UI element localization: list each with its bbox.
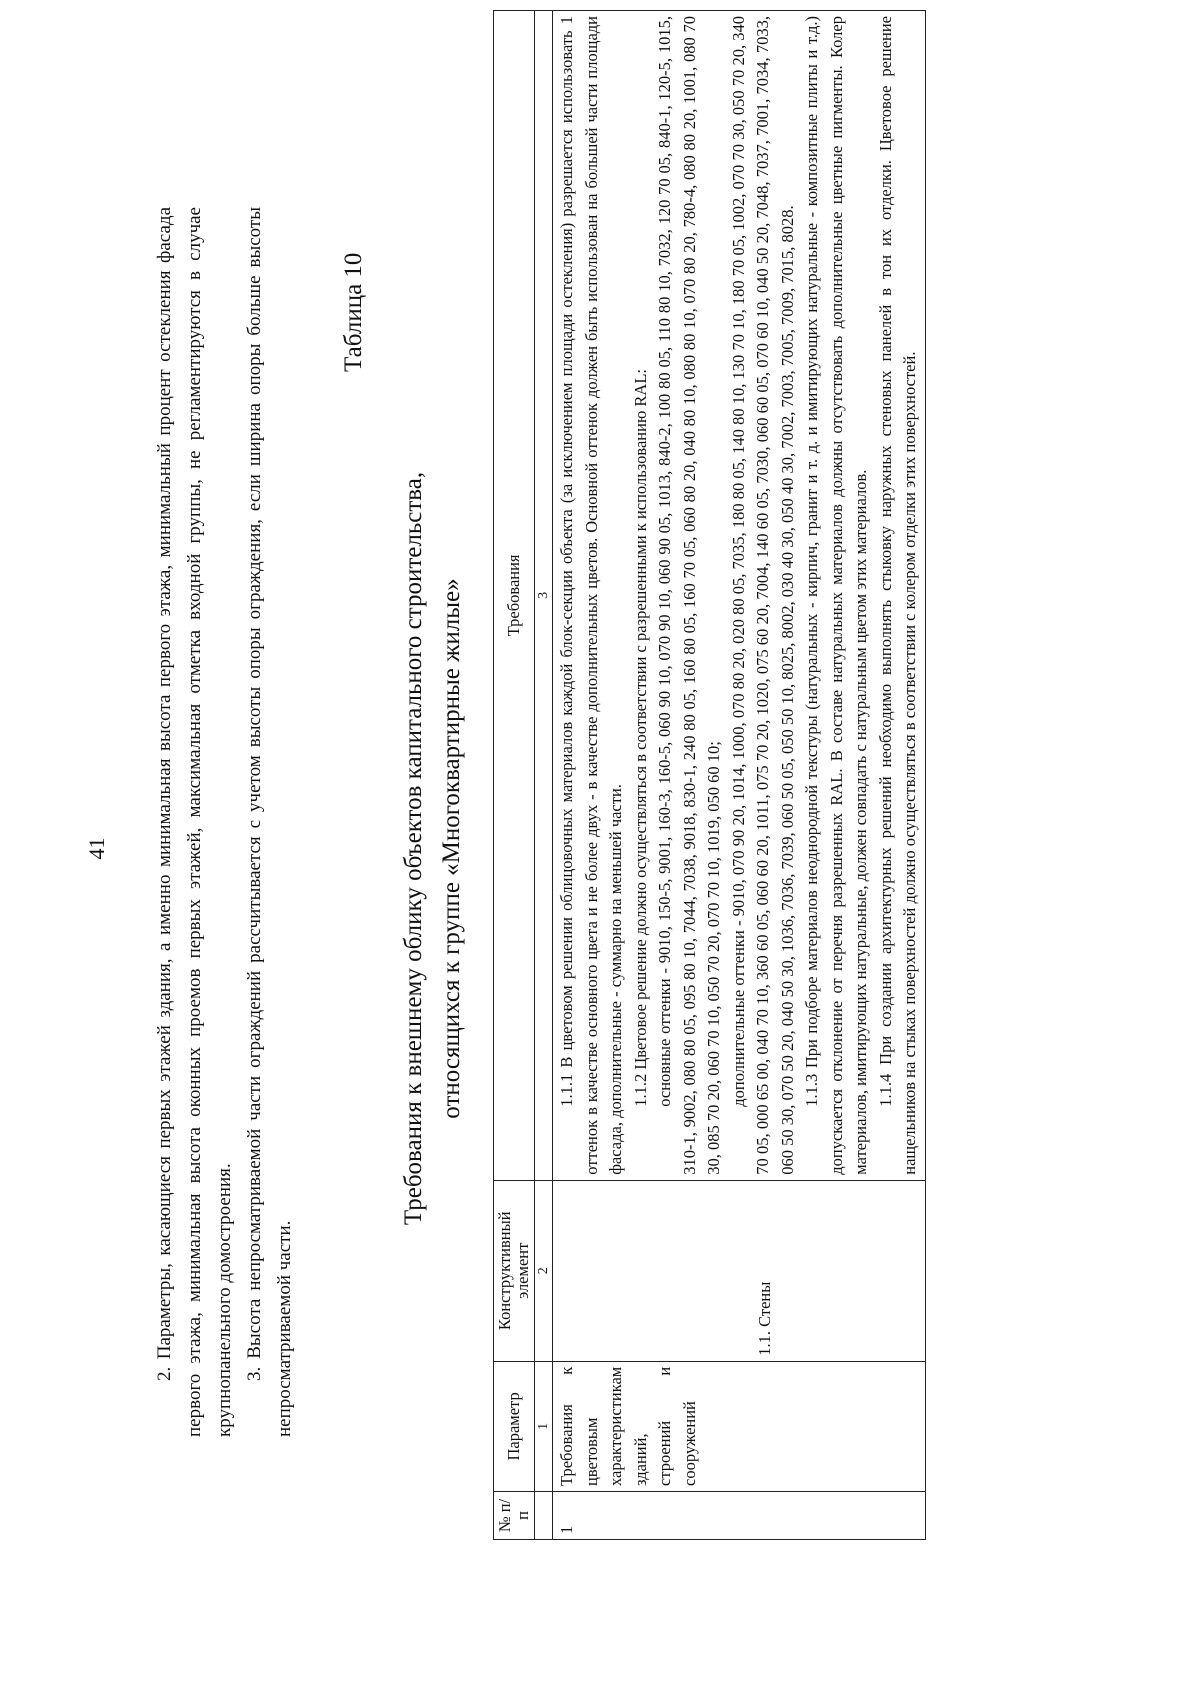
requirements-table: [493, 10, 926, 1540]
column-number-empty: [535, 1492, 553, 1540]
header-element: Конструктивный элемент: [494, 1180, 535, 1361]
table-heading-line: относящихся к группе «Многоквартирные жилые»: [438, 578, 465, 1119]
row-element: 1.1. Стены: [553, 1180, 926, 1361]
row-parameter: Требования к цветовым характеристикам зданий, строений и сооружений: [553, 1361, 926, 1491]
requirement-paragraph: 1.1.4 При создании архитектурных решений необходимо выполнять стыковку наружных стеновых панелей в тон их отделки. Цветовое решение нащельников на стыках поверхностей должно осуществляться в соответствии с колером отделки этих поверхностей.: [875, 16, 919, 1175]
table-label: Таблица 10: [340, 252, 367, 372]
intro-paragraph: 3. Высота непросматриваемой части ограждений рассчитывается с учетом высоты опоры ограждения, если ширина опоры больше высоты непросматриваемой части.: [244, 207, 295, 1437]
intro-text: [150, 207, 300, 1437]
header-param: Параметр: [494, 1361, 535, 1491]
column-number: 1: [535, 1361, 553, 1491]
requirement-paragraph: 1.1.2 Цветовое решение должно осуществляться в соответствии с разрешенными к использованию RAL:: [630, 369, 650, 1107]
table-heading: [395, 0, 471, 1697]
requirement-paragraph: дополнительные оттенки - 9010, 070 90 20, 1014, 1000, 070 80 20, 020 80 05, 7035, 180 80 05, 140 80 10, 130 70 10, 180 70 05, 1002, 070 70 30, 050 70 20, 340 70 05, 000 65 00, 040 70 10, 360 60 05, 060 60 20, 1011, 075 70 20, 1020, 075 60 20, 7004, 140 60 05, 7030, 060 60 05, 070 60 10, 040 50 20, 7048, 7037, 7001, 7034, 7033, 060 50 30, 070 50 20, 040 50 30, 1036, 7036, 7039, 060 50 05, 050 50 10, 8025, 8002, 030 40 30, 050 40 30, 7002, 7003, 7005, 7009, 7015, 8028.: [728, 16, 797, 1175]
row-number: 1: [553, 1492, 926, 1540]
column-number: 2: [535, 1180, 553, 1361]
table-column-numbers-row: [535, 11, 553, 1540]
header-no: № п/п: [494, 1492, 535, 1540]
row-requirements: [553, 11, 926, 1181]
header-requirements: Требования: [494, 11, 535, 1181]
column-number: 3: [535, 11, 553, 1181]
table-heading-line: Требования к внешнему облику объектов капитального строительства,: [400, 471, 427, 1226]
table-header-row: [494, 11, 535, 1540]
requirement-paragraph: основные оттенки - 9010, 150-5, 9001, 160-3, 160-5, 060 90 10, 070 90 10, 060 90 05, 1013, 840-2, 100 80 05, 110 80 10, 7032, 120 70 05, 840-1, 120-5, 1015, 310-1, 9002, 080 80 05, 095 80 10, 7044, 7038, 9018, 830-1, 240 80 05, 160 80 05, 160 70 05, 060 80 20, 040 80 10, 080 80 10, 070 80 20, 780-4, 080 80 20, 1001, 080 70 30, 085 70 20, 060 70 10, 050 70 20, 070 70 10, 1019, 050 60 10;: [655, 16, 723, 1175]
table-row: [553, 11, 926, 1540]
requirement-paragraph: 1.1.1 В цветовом решении облицовочных материалов каждой блок-секции объекта (за исключением площади остекления) разрешается использовать 1 оттенок в качестве основного цвета и не более двух - в качестве дополнительных цветов. Основной оттенок должен быть использован на большей части площади фасада, дополнительные - суммарно на меньшей части.: [557, 16, 625, 1175]
page-number: 41: [84, 837, 109, 860]
intro-paragraph: 2. Параметры, касающиеся первых этажей здания, а именно минимальная высота первого этажа, минимальный процент остекления фасада первого этажа, минимальная высота оконных проемов первых этажей, максимальная отметка входной группы, не регламентируются в случае крупнопанельного домостроения.: [154, 207, 235, 1437]
requirement-paragraph: 1.1.3 При подборе материалов неоднородной текстуры (натуральных - кирпич, гранит и т. д. и имитирующих натуральные - композитные плиты и т.д.) допускается отклонение от перечня разрешенных RAL. В составе натуральных материалов должны отсутствовать дополнительные цветные пигменты. Колер материалов, имитирующих натуральные, должен совпадать с натуральным цветом этих материалов.: [802, 16, 870, 1175]
